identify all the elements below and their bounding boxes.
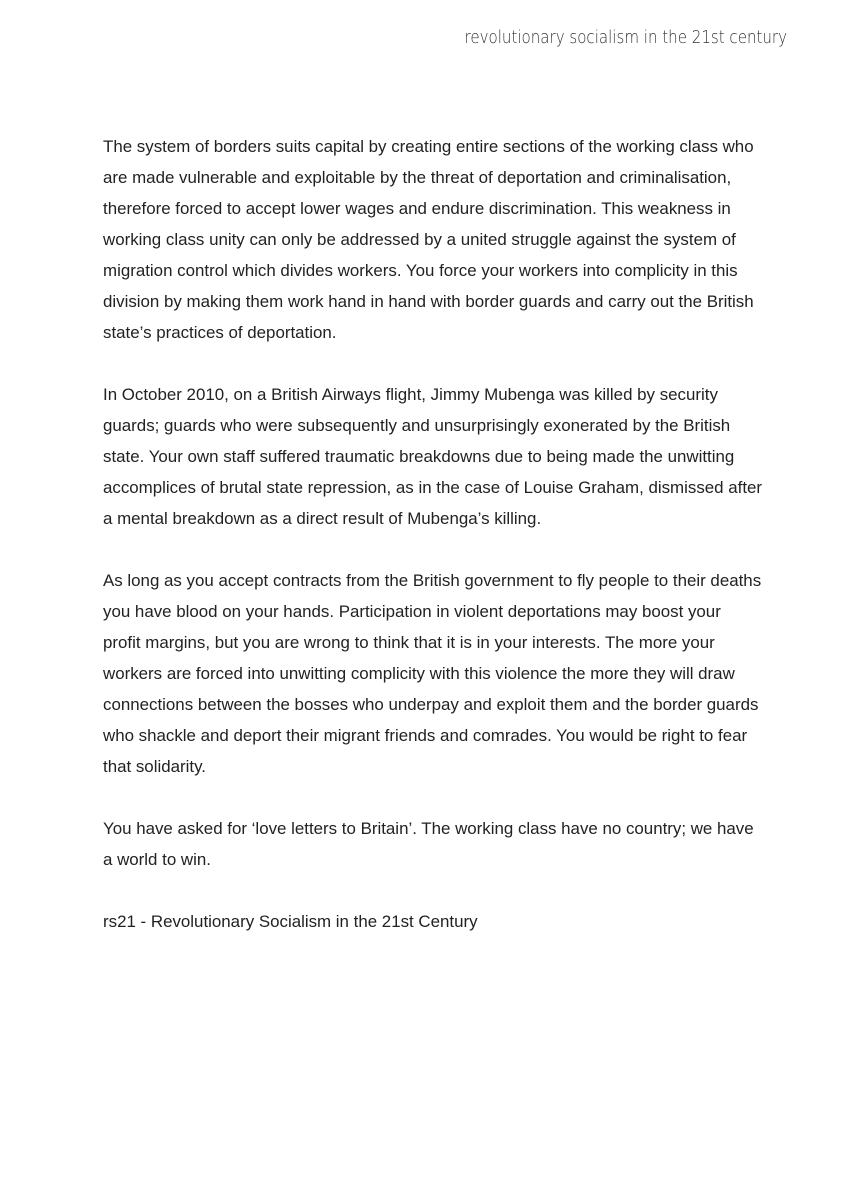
running-header: revolutionary socialism in the 21st century bbox=[464, 28, 787, 48]
paragraph-contracts: As long as you accept contracts from the British government to fly people to their deaths you have blood on your hands. Participation in violent deportations may boost your profit margins, but you are wrong to think that it is in your interests. The more your workers are forced into unwitting complicity with this violence the more they will draw connections between the bosses who underpay and exploit them and the border guards who shackle and deport their migrant friends and comrades. You would be right to fear that solidarity. bbox=[103, 571, 762, 776]
paragraph-mubenga: In October 2010, on a British Airways flight, Jimmy Mubenga was killed by security guards; guards who were subsequently and unsurprisingly exonerated by the British state. Your own staff suffered traumatic breakdowns due to being made the unwitting accomplices of brutal state repression, as in the case of Louise Graham, dismissed after a mental breakdown as a direct result of Mubenga’s killing. bbox=[103, 385, 763, 528]
paragraph-borders: The system of borders suits capital by creating entire sections of the working class who are made vulnerable and exploitable by the threat of deportation and criminalisation, therefore forced to accept lower wages and endure discrimination. This weakness in working class unity can only be addressed by a united struggle against the system of migration control which divides workers. You force your workers into complicity in this division by making them work hand in hand with border guards and carry out the British state’s practices of deportation. bbox=[103, 137, 754, 342]
signature: rs21 - Revolutionary Socialism in the 21st Century bbox=[103, 912, 478, 931]
letter-body bbox=[103, 131, 763, 968]
paragraph-love-letters: You have asked for ‘love letters to Britain’. The working class have no country; we have a world to win. bbox=[103, 819, 754, 869]
